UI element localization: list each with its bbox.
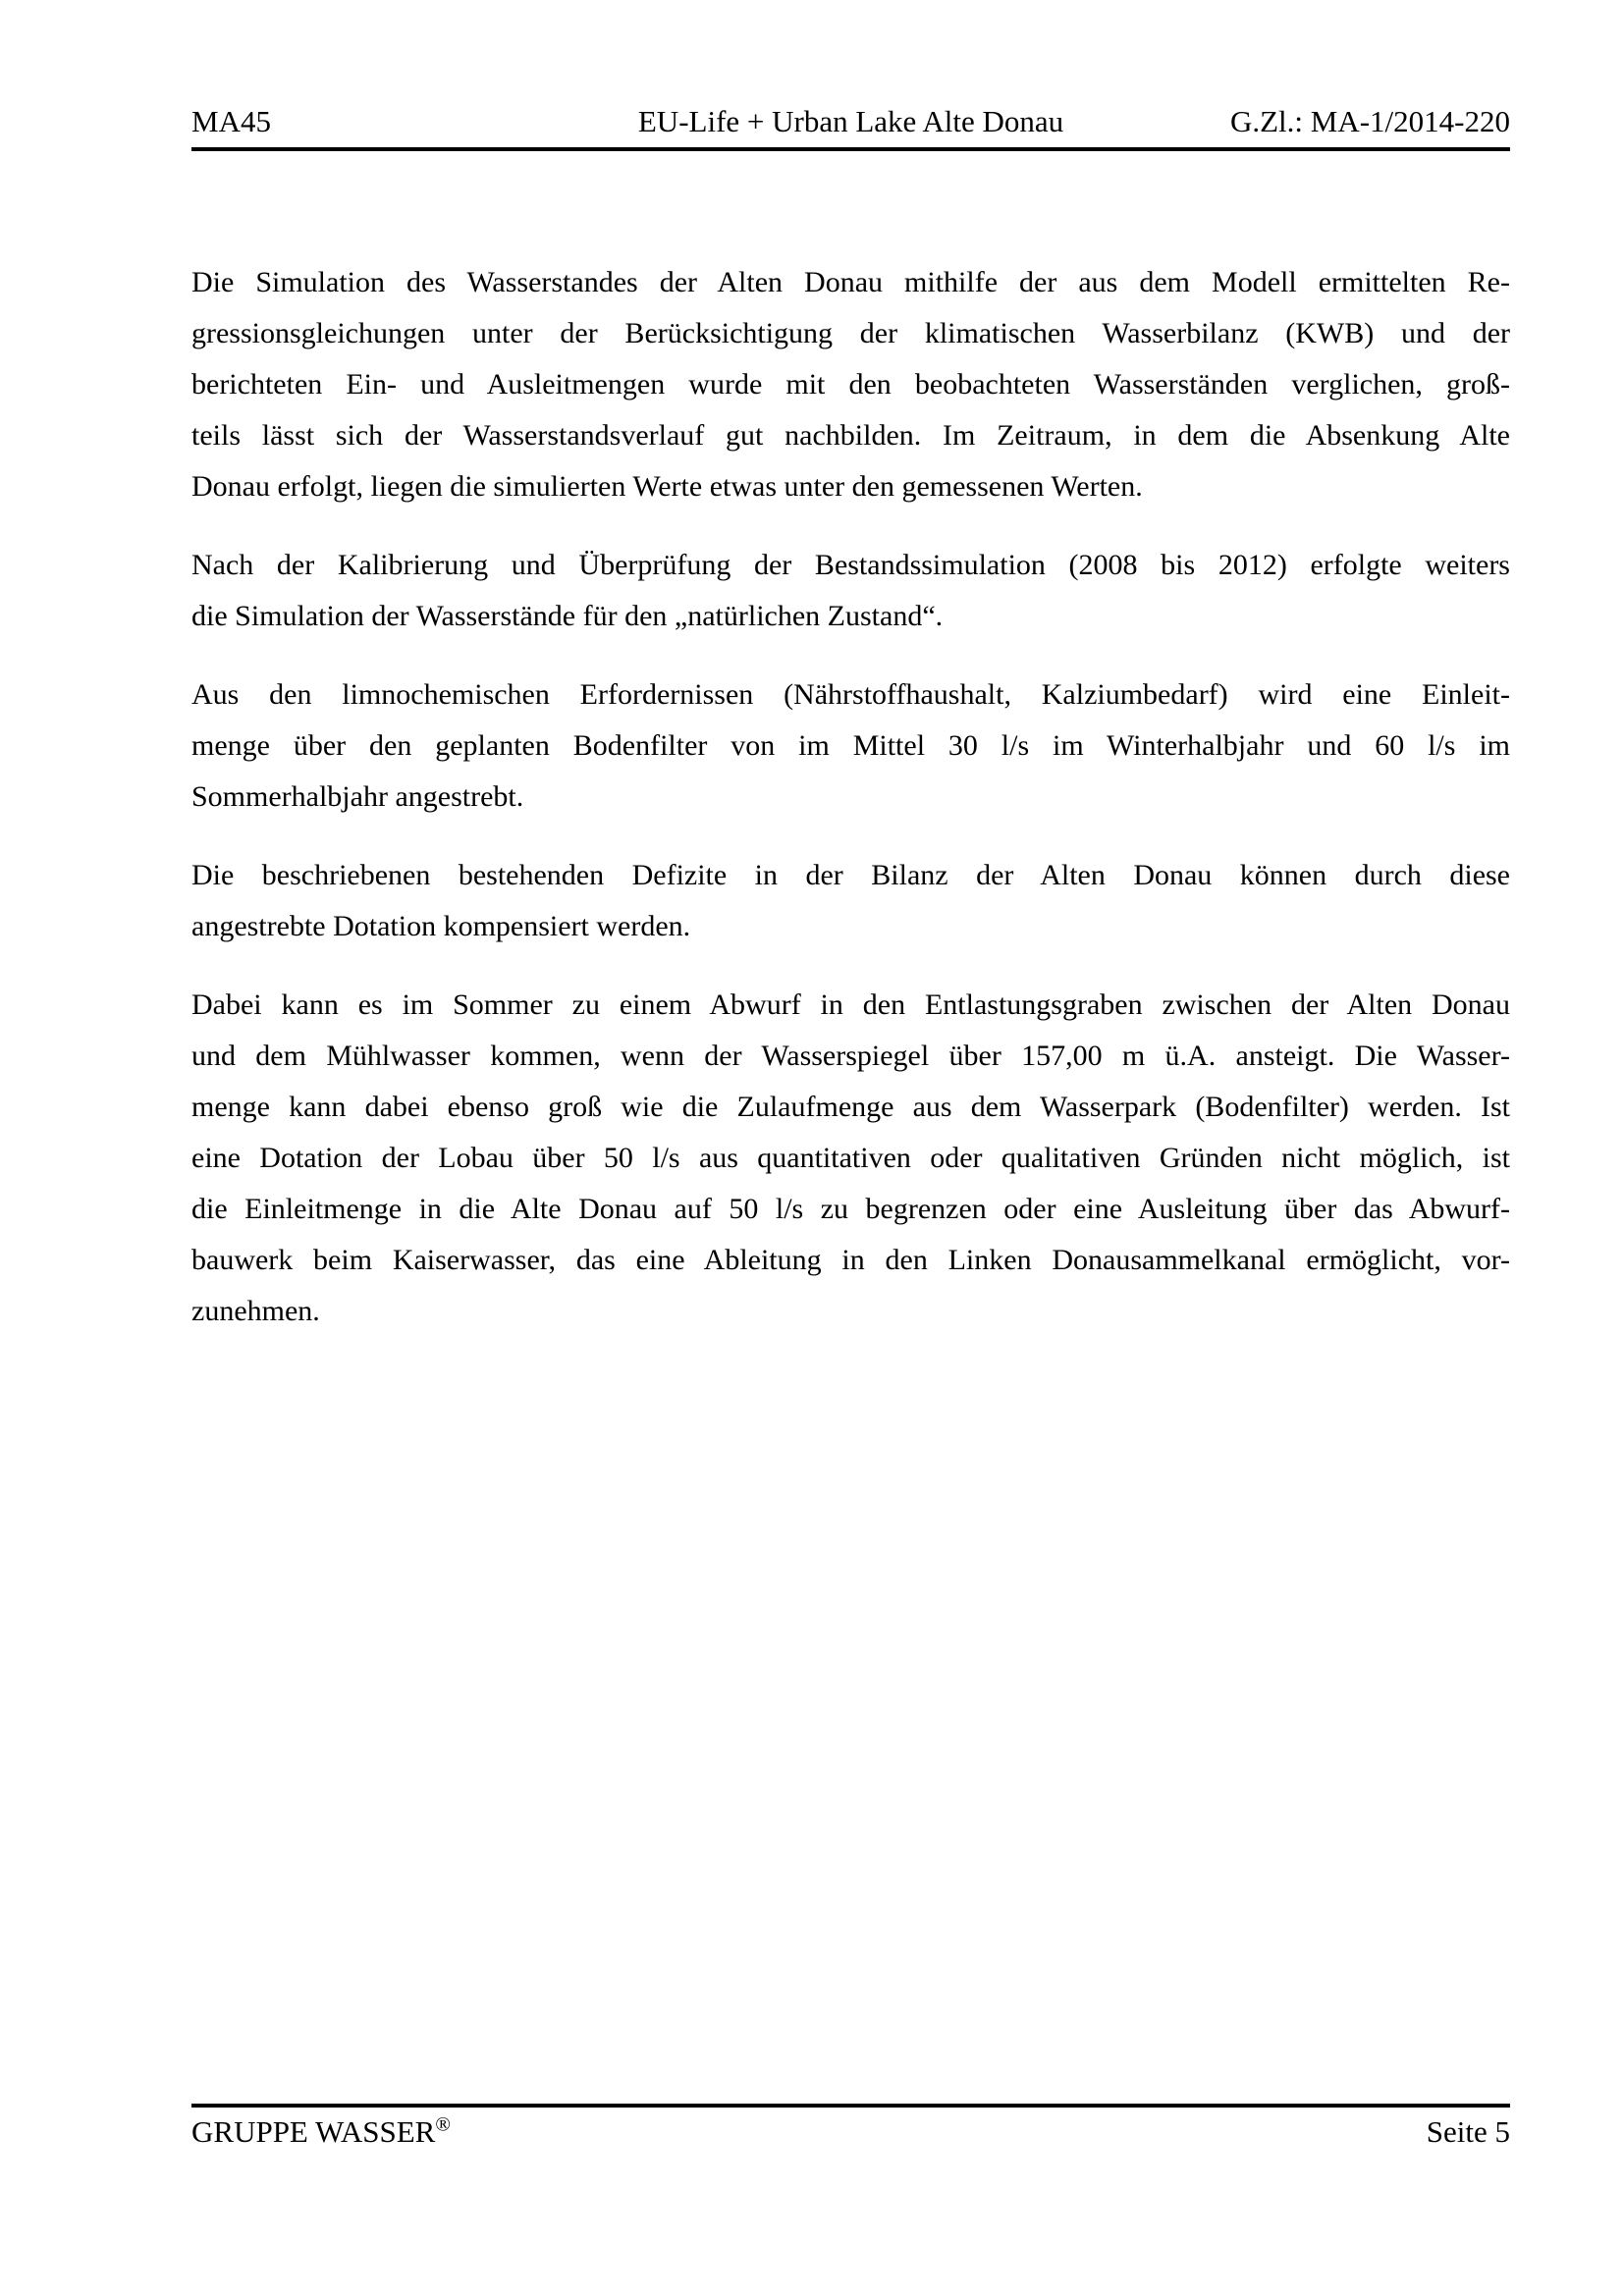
paragraph-1 [191, 257, 1510, 512]
text-line: Aus den limnochemischen Erfordernissen (Nährstoffhaushalt, Kalziumbedarf) wird eine Einleit- [191, 678, 1510, 711]
text-line: menge über den geplanten Bodenfilter von im Mittel 30 l/s im Winterhalbjahr und 60 l/s im [191, 729, 1510, 762]
text-line: und dem Mühlwasser kommen, wenn der Wasserspiegel über 157,00 m ü.A. ansteigt. Die Wasser- [191, 1040, 1510, 1072]
text-line: Nach der Kalibrierung und Überprüfung der Bestandssimulation (2008 bis 2012) erfolgte weiters [191, 549, 1510, 581]
text-line: Die Simulation des Wasserstandes der Alten Donau mithilfe der aus dem Modell ermittelten Re- [191, 266, 1510, 298]
text-line: die Einleitmenge in die Alte Donau auf 50 l/s zu begrenzen oder eine Ausleitung über das Abwurf- [191, 1193, 1510, 1225]
footer-page-number: Seite 5 [1426, 2114, 1510, 2149]
page-footer [191, 2104, 1510, 2151]
text-line: Dabei kann es im Sommer zu einem Abwurf in den Entlastungsgraben zwischen der Alten Donau [191, 988, 1510, 1021]
text-line: teils lässt sich der Wasserstandsverlauf gut nachbilden. Im Zeitraum, in dem die Absenkung Alte [191, 419, 1510, 452]
header-document-id: MA45 [191, 104, 271, 138]
text-line: bauwerk beim Kaiserwasser, das eine Ableitung in den Linken Donausammelkanal ermöglicht, vor- [191, 1244, 1510, 1276]
registered-trademark-symbol: ® [435, 2113, 451, 2136]
paragraph-4 [191, 850, 1510, 952]
footer-row [191, 2113, 1510, 2151]
text-line: menge kann dabei ebenso groß wie die Zulaufmenge aus dem Wasserpark (Bodenfilter) werden. Ist [191, 1091, 1510, 1123]
text-line: berichteten Ein- und Ausleitmengen wurde mit den beobachteten Wasserständen verglichen, groß- [191, 368, 1510, 400]
paragraph-3 [191, 669, 1510, 823]
text-line: angestrebte Dotation kompensiert werden. [191, 910, 691, 942]
text-line: die Simulation der Wasserstände für den „natürlichen Zustand“. [191, 600, 944, 632]
text-line: zunehmen. [191, 1295, 320, 1327]
header-reference-number: G.Zl.: MA-1/2014-220 [1229, 104, 1510, 138]
text-line: Die beschriebenen bestehenden Defizite in der Bilanz der Alten Donau können durch diese [191, 859, 1510, 891]
paragraph-2 [191, 540, 1510, 642]
page-header [191, 104, 1510, 151]
header-document-title: EU-Life + Urban Lake Alte Donau [637, 104, 1064, 138]
header-row [191, 104, 1510, 139]
paragraph-5 [191, 980, 1510, 1337]
footer-brand-text: GRUPPE WASSER [191, 2114, 436, 2149]
text-line: Sommerhalbjahr angestrebt. [191, 780, 524, 813]
footer-brand [191, 2113, 451, 2151]
text-line: eine Dotation der Lobau über 50 l/s aus quantitativen oder qualitativen Gründen nicht möglich, ist [191, 1142, 1510, 1174]
text-line: gressionsgleichungen unter der Berücksichtigung der klimatischen Wasserbilanz (KWB) und der [191, 317, 1510, 349]
text-line: Donau erfolgt, liegen die simulierten Werte etwas unter den gemessenen Werten. [191, 470, 1143, 503]
document-body [191, 257, 1510, 1364]
